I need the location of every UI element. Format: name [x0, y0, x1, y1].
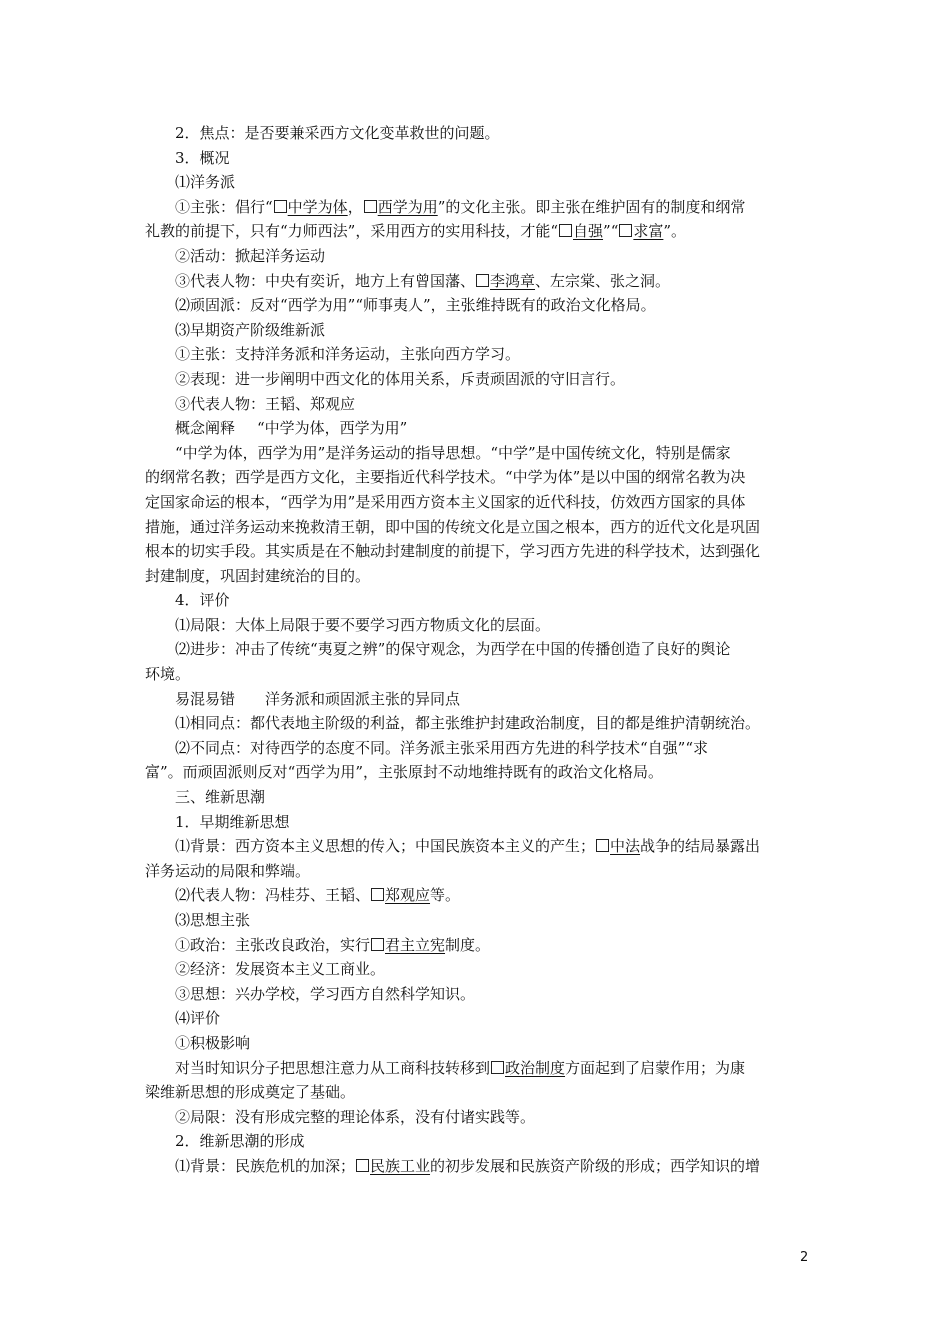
answer-box-icon — [491, 1061, 504, 1074]
subsection-heading: ⑴洋务派 — [175, 173, 236, 192]
text-segment: 战争的结局暴露出 — [640, 837, 761, 856]
subsection-heading: ⑶早期资产阶级维新派 — [175, 320, 326, 339]
text-line: ②经济：发展资本主义工商业。 — [175, 960, 386, 979]
subsection-heading: ⑶思想主张 — [175, 911, 251, 929]
text-segment: ， — [347, 197, 363, 216]
text-line: ⑵不同点：对待西学的态度不同。洋务派主张采用西方先进的科学技术“自强”“求 — [175, 738, 709, 757]
answer-blank: 中法 — [610, 837, 641, 856]
text-segment: 的初步发展和民族资产阶级的形成；西学知识的增 — [430, 1156, 761, 1175]
text-segment: ”的文化主张。即主张在维护固有的制度和纲常 — [437, 197, 746, 216]
concept-label: 概念阐释 — [175, 419, 236, 438]
concept-title: 洋务派和顽固派主张的异同点 — [265, 689, 461, 708]
answer-box-icon — [274, 200, 287, 213]
answer-blank: 李鸿章 — [490, 271, 536, 290]
text-segment: ③代表人物：中央有奕䜣，地方上有曾国藩、 — [175, 271, 476, 290]
answer-box-icon — [619, 224, 632, 237]
text-line — [145, 219, 815, 244]
page-body — [145, 121, 815, 1179]
concept-heading — [145, 416, 815, 441]
text-line: ⑵进步：冲击了传统“夷夏之辨”的保守观念，为西学在中国的传播创造了良好的舆论 — [175, 640, 731, 659]
answer-blank: 求富 — [633, 222, 664, 241]
answer-box-icon — [364, 200, 377, 213]
text-segment: ⑵代表人物：冯桂芬、王韬、 — [175, 886, 371, 905]
section-heading: 4．评价 — [175, 591, 230, 610]
text-line — [145, 269, 815, 294]
text-line: “中学为体，西学为用”是洋务运动的指导思想。“中学”是中国传统文化，特别是儒家 — [175, 443, 731, 462]
text-segment: 、左宗棠、张之洞。 — [535, 271, 671, 290]
text-line: ①积极影响 — [175, 1033, 251, 1052]
text-line: 富”。而顽固派则反对“西学为用”，主张原封不动地维持既有的政治文化格局。 — [145, 763, 664, 782]
text-line: 措施，通过洋务运动来挽救清王朝，即中国的传统文化是立国之根本，西方的近代文化是巩固 — [145, 517, 761, 536]
concept-heading — [145, 687, 815, 712]
text-line: 封建制度，巩固封建统治的目的。 — [145, 566, 371, 585]
text-line: 定国家命运的根本，“西学为用”是采用西方资本主义国家的近代科技，仿效西方国家的具体 — [145, 492, 746, 511]
text-line — [145, 1056, 815, 1081]
answer-box-icon — [559, 224, 572, 237]
text-segment: ①主张：倡行“ — [175, 197, 273, 216]
text-line: ②表现：进一步阐明中西文化的体用关系，斥责顽固派的守旧言行。 — [175, 369, 626, 388]
text-segment: 等。 — [430, 886, 461, 905]
section-heading: 1．早期维新思想 — [175, 812, 290, 831]
text-line: 的纲常名教；西学是西方文化，主要指近代科学技术。“中学为体”是以中国的纲常名教为决 — [145, 468, 746, 487]
text-segment: ”。 — [663, 222, 687, 241]
concept-title: “中学为体，西学为用” — [257, 419, 408, 438]
text-segment: 对当时知识分子把思想注意力从工商科技转移到 — [175, 1058, 491, 1077]
answer-blank: 政治制度 — [505, 1058, 566, 1077]
answer-box-icon — [371, 938, 384, 951]
text-line: ①主张：支持洋务派和洋务运动，主张向西方学习。 — [175, 345, 521, 364]
section-heading: 2．维新思潮的形成 — [175, 1132, 305, 1151]
text-segment: 方面起到了启蒙作用；为康 — [565, 1058, 746, 1077]
text-segment: ⑴背景：西方资本主义思想的传入；中国民族资本主义的产生； — [175, 837, 596, 856]
text-segment: ⑴背景：民族危机的加深； — [175, 1156, 356, 1175]
text-line: 洋务运动的局限和弊端。 — [145, 861, 311, 880]
text-line: 根本的切实手段。其实质是在不触动封建制度的前提下，学习西方先进的科学技术，达到强化 — [145, 542, 761, 561]
text-segment: 礼教的前提下，只有“力师西法”，采用西方的实用科技，才能“ — [145, 222, 559, 241]
answer-blank: 民族工业 — [370, 1156, 431, 1175]
text-line: ⑴局限：大体上局限于要不要学习西方物质文化的层面。 — [175, 615, 551, 634]
answer-box-icon — [371, 888, 384, 901]
answer-box-icon — [356, 1159, 369, 1172]
section-heading: 3．概况 — [175, 148, 230, 167]
text-line: ②局限：没有形成完整的理论体系，没有付诸实践等。 — [175, 1107, 536, 1126]
answer-blank: 自强 — [573, 222, 604, 241]
text-line: ②活动：掀起洋务运动 — [175, 246, 326, 265]
answer-blank: 郑观应 — [385, 886, 431, 905]
answer-blank: 西学为用 — [377, 197, 438, 216]
answer-blank: 君主立宪 — [385, 935, 446, 954]
subsection-heading: ⑷评价 — [175, 1009, 221, 1028]
answer-box-icon — [596, 839, 609, 852]
text-line: 2．焦点：是否要兼采西方文化变革救世的问题。 — [175, 124, 500, 142]
text-line — [145, 933, 815, 958]
page-number: 2 — [800, 1250, 809, 1265]
text-line — [145, 834, 815, 859]
text-line: ③代表人物：王韬、郑观应 — [175, 394, 356, 413]
text-line: 环境。 — [145, 665, 191, 684]
text-segment: ①政治：主张改良政治，实行 — [175, 935, 371, 954]
text-line: ⑵顽固派：反对“西学为用”“师事夷人”，主张维持既有的政治文化格局。 — [175, 296, 656, 315]
text-line: ⑴相同点：都代表地主阶级的利益，都主张维护封建政治制度，目的都是维护清朝统治。 — [175, 714, 761, 733]
text-segment: ”“ — [603, 222, 619, 241]
answer-box-icon — [476, 274, 489, 287]
text-segment: 制度。 — [445, 935, 491, 954]
answer-blank: 中学为体 — [287, 197, 348, 216]
text-line — [145, 195, 815, 220]
text-line — [145, 1154, 815, 1179]
text-line: ③思想：兴办学校，学习西方自然科学知识。 — [175, 984, 476, 1003]
section-heading: 三、维新思潮 — [175, 788, 266, 807]
text-line: 梁维新思想的形成奠定了基础。 — [145, 1083, 356, 1102]
text-line — [145, 883, 815, 908]
concept-label: 易混易错 — [175, 689, 236, 708]
